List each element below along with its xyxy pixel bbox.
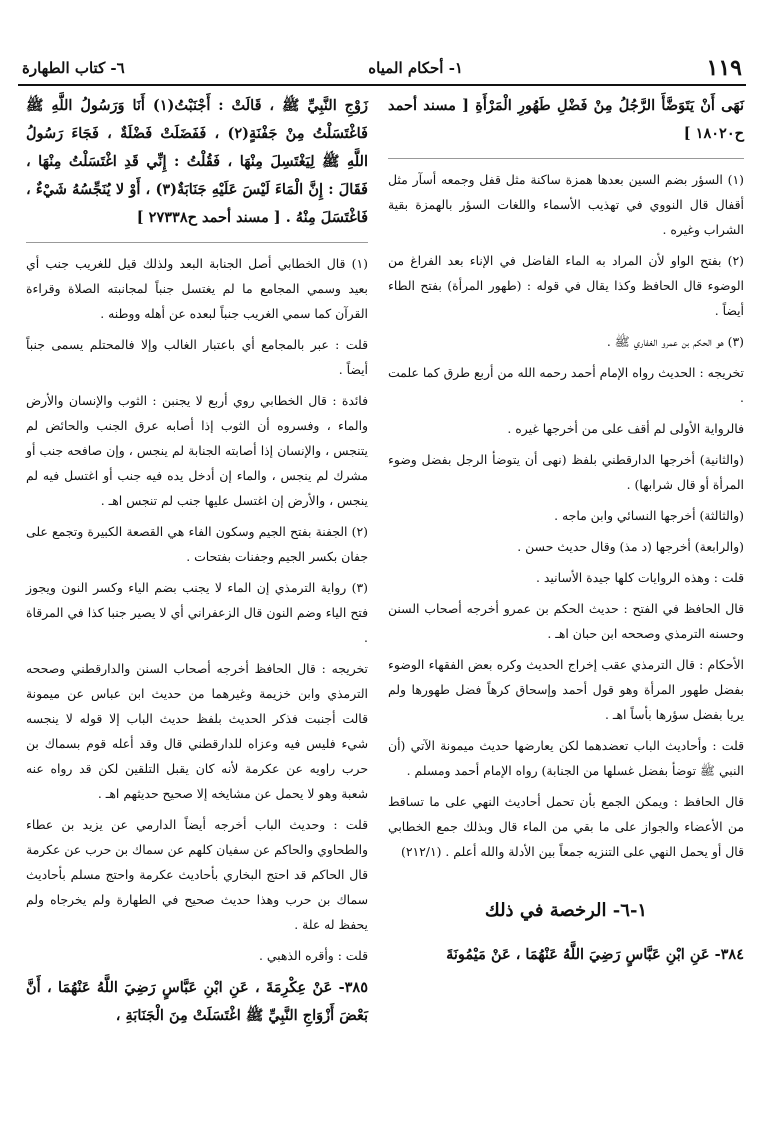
qult-paragraph-2: قلت : وأحاديث الباب تعضدهما لكن يعارضها حديث ميمونة الآتي (أن النبي ﷺ توضأ بفضل غسلها من الجنابة) رواه الإمام أحمد ومسلم . [388,738,744,778]
hadith-385-start: ٣٨٥- عَنْ عِكْرِمَةَ ، عَنِ ابْنِ عَبَّاسٍ رَضِيَ اللَّهُ عَنْهُمَا ، أَنَّ بَعْضَ أَزْوَاجِ النَّبِيِّ ﷺ اغْتَسَلَتْ مِنَ الْجَنَابَةِ ، [26,979,368,1024]
hadith-383-tail: نَهَى أَنْ يَتَوَضَّأَ الرَّجُلُ مِنْ فَضْلِ طَهُورِ الْمَرْأَةِ [ مسند أحمد ح١٨٠٢٠ ] [388,97,744,142]
riwaya-2: (والثانية) أخرجها الدارقطني بلفظ (نهى أن يتوضأ الرجل بفضل وضوء المرأة أو قال شرابها) . [388,452,744,492]
riwaya-1: فالرواية الأولى لم أقف على من أخرجها غيره . [507,421,744,436]
ahkam-paragraph: الأحكام : قال الترمذي عقب إخراج الحديث وكره بعض الفقهاء الوضوء بفضل طهور المرأة وهو قول أحمد وإسحاق كرهاً فضل طهورها ولم يريا بفضل سؤرها بأساً اهـ . [388,657,744,722]
footnote-3-left: (٣) رواية الترمذي إن الماء لا يجنب بضم الياء وكسر النون ويجوز فتح الياء وضم النون قال الزعفراني أي لا يصير جنبا كذا في المرقاة . [26,580,368,645]
running-header [22,54,742,82]
qult-paragraph-left-3: قلت : وأقره الذهبي . [258,948,368,963]
footnote-2: (٢) بفتح الواو لأن المراد به الماء الفاضل في الإناء بعد الفراغ من الوضوء قال الحافظ وكذا يقال في قوله : (طهور المرأة) بفتح الطاء أيضاً . [388,253,744,318]
left-column [26,92,368,1040]
book-title: ٦- كتاب الطهارة [22,59,125,77]
riwaya-4: (والرابعة) أخرجها (د مذ) وقال حديث حسن . [517,539,744,554]
qult-paragraph-left: قلت : عبر بالمجامع أي باعتبار الغالب وإلا فالمحتلم يسمى جنباً أيضاً . [26,337,368,377]
footnote-2-left: (٢) الجفنة بفتح الجيم وسكون الفاء هي القصعة الكبيرة وتجمع على جفان بكسر الجيم وجفنات بفتحات . [26,524,368,564]
footnote-3: (٣) هو الحكم بن عمرو الغفاري ﷺ . [606,334,744,349]
footnote-1-left: (١) قال الخطابي أصل الجنابة البعد ولذلك قيل للغريب جنب أي بعيد وسمي المجامع ما لم يغتسل جنباً لمجانبته الصلاة وقراءة القرآن كما سمي الغريب جنباً لبعده عن أهله ووطنه . [26,256,368,321]
takhrij-paragraph-left: تخريجه : قال الحافظ أخرجه أصحاب السنن والدارقطني وصححه الترمذي وابن خزيمة وغيرهما من حديث ابن عباس عن ميمونة قالت أجنبت فذكر الحديث بلفظ حديث الباب إلا قوله لا ينجسه شيء فليس فيه وعزاه للدارقطني قال وقد أعله قوم بسماك بن حرب راويه عن عكرمة لأنه كان يقبل التلقين لكن قد رواه عنه شعبة وهو لا يحمل عن مشايخه إلا صحيح حديثهم اهـ . [26,661,368,801]
chapter-title: ١- أحكام المياه [368,59,463,77]
header-rule [18,84,746,86]
riwaya-3: (والثالثة) أخرجها النسائي وابن ماجه . [554,508,744,523]
hadith-384-start: ٣٨٤- عَنِ ابْنِ عَبَّاسٍ رَضِيَ اللَّهُ عَنْهُمَا ، عَنْ مَيْمُونَةَ [446,946,744,963]
hafiz-paragraph: قال الحافظ في الفتح : حديث الحكم بن عمرو أخرجه أصحاب السنن وحسنه الترمذي وصححه ابن حبان اهـ . [388,601,744,641]
qult-paragraph-left-2: قلت : وحديث الباب أخرجه أيضاً الدارمي عن يزيد بن عطاء والطحاوي والحاكم عن سفيان كلهم عن سماك بن حرب عن عكرمة قال الحاكم قد احتج البخاري بأحاديث عكرمة واحتج مسلم بأحاديث سماك بن حرب وهذا حديث صحيح في الطهارة ولم يخرجاه ولم يحفظ له علة . [26,817,368,932]
footnote-divider [388,158,744,159]
qult-paragraph: قلت : وهذه الروايات كلها جيدة الأسانيد . [536,570,744,585]
faida-paragraph: فائدة : قال الخطابي روي أربع لا يجنبن : الثوب والإنسان والأرض والماء ، وفسروه أن الثوب إذا أصابه عرق الجنب والحائض لم يتنجس ، والإنسان إذا أصابته الجنابة لم ينجس ، وإن صافحه جنب أو مشرك لم ينجس ، والماء إن أدخل يده فيه جنب أو اغتسل فيه لم ينجس ، والأرض إن اغتسل عليها جنب لم تنجس اهـ . [26,393,368,508]
page-number: ١١٩ [706,55,742,81]
footnote-divider-left [26,242,368,243]
takhrij-paragraph: تخريجه : الحديث رواه الإمام أحمد رحمه الله من أربع طرق كما علمت . [388,365,744,405]
hafiz-paragraph-2: قال الحافظ : ويمكن الجمع بأن تحمل أحاديث النهي على ما تساقط من الأعضاء والجواز على ما بقي من الماء قال وبذلك جمع الخطابي قال أو يحمل النهي على التنزيه جمعاً بين الأدلة والله أعلم . (٢١٢/١) [388,794,744,859]
section-heading: ١-٦- الرخصة في ذلك [484,900,648,921]
right-column [388,92,744,979]
footnote-1: (١) السؤر بضم السين بعدها همزة ساكنة مثل قفل وجمعه أسآر مثل أقفال قال النووي في تهذيب الأسماء واللغات السؤر بالهمزة بقية الشراب وغيره . [388,172,744,237]
hadith-384-text: زَوْجِ النَّبِيِّ ﷺ ، قَالَتْ : أَجْنَبْتُ(١) أَنَا وَرَسُولُ اللَّهِ ﷺ فَاغْتَسَلْتُ مِنْ جَفْنَةٍ(٢) ، فَفَضَلَتْ فَضْلَةٌ ، فَجَاءَ رَسُولُ اللَّهِ ﷺ لِيَغْتَسِلَ مِنْهَا ، فَقُلْتُ : إِنِّي قَدِ اغْتَسَلْتُ مِنْهَا ، فَقَالَ : إِنَّ الْمَاءَ لَيْسَ عَلَيْهِ جَنَابَةٌ(٣) ، أَوْ لا يُنَجِّسُهُ شَيْءٌ ، فَاغْتَسَلَ مِنْهُ . [ مسند أحمد ح٢٧٣٣٨ ] [26,97,368,226]
